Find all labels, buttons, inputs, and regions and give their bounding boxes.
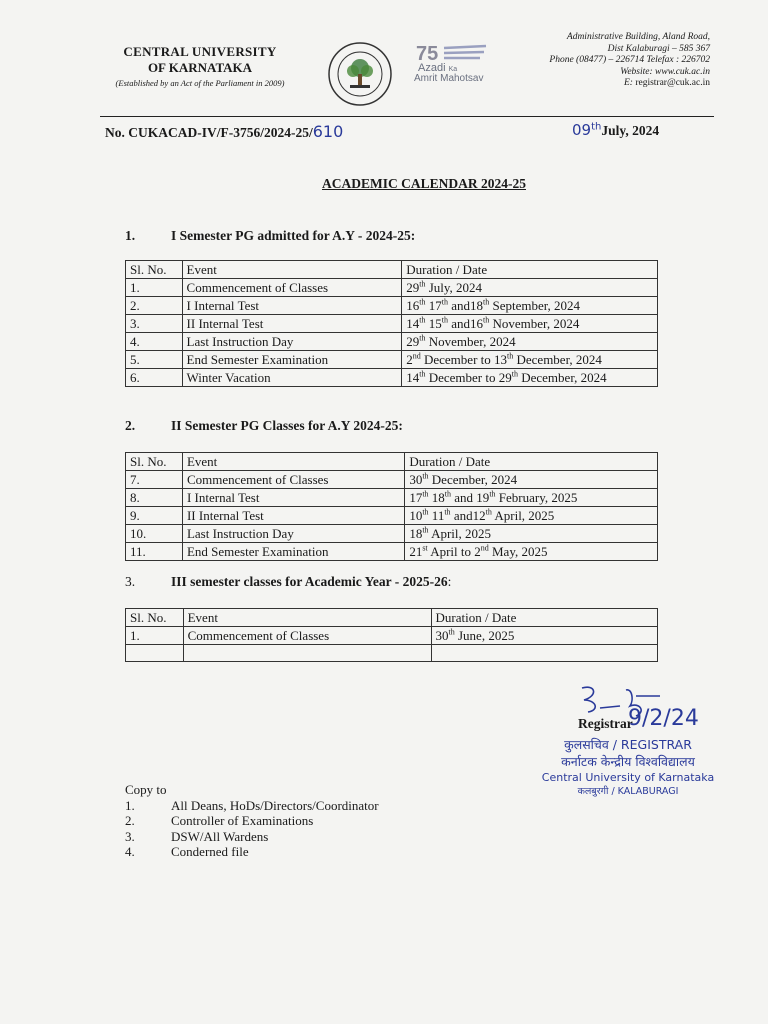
- table-cell: [431, 645, 657, 662]
- table-cell: Commencement of Classes: [182, 279, 402, 297]
- table-cell: End Semester Examination: [182, 351, 402, 369]
- table-row: [126, 507, 658, 525]
- column-header: Duration / Date: [402, 261, 658, 279]
- table-row: [126, 627, 658, 645]
- table-cell: 1.: [126, 627, 184, 645]
- table-cell: II Internal Test: [182, 315, 402, 333]
- registrar-stamp: [518, 736, 738, 797]
- stamp-line3: Central University of Karnataka: [541, 771, 715, 784]
- column-header: Duration / Date: [431, 609, 657, 627]
- table-cell: 18th April, 2025: [405, 525, 658, 543]
- table-cell: Commencement of Classes: [182, 471, 404, 489]
- list-item: 4. Condernеd file: [125, 844, 249, 859]
- column-header: Event: [183, 609, 431, 627]
- section-2-heading: 2. II Semester PG Classes for A.Y 2024-25:: [125, 418, 403, 433]
- registrar-title: Registrar: [578, 716, 633, 731]
- header-divider: [100, 116, 714, 117]
- table-cell: 17th 18th and 19th February, 2025: [405, 489, 658, 507]
- page-title: ACADEMIC CALENDAR 2024-25: [322, 176, 526, 191]
- section-2-table: [125, 452, 658, 561]
- handwritten-day: 09: [572, 121, 592, 139]
- stamp-line4: कलबुरगी / KALABURAGI: [577, 786, 679, 797]
- handwritten-sign-date: 9/2/24: [628, 706, 699, 731]
- reference-number: No. CUKACAD-IV/F-3756/2024-25/610: [105, 122, 344, 141]
- table-cell: Commencement of Classes: [183, 627, 431, 645]
- table-cell: 2nd December to 13th December, 2024: [402, 351, 658, 369]
- university-name-line1: CENTRAL UNIVERSITY: [123, 44, 277, 59]
- section-3-heading: 3. III semester classes for Academic Year - 2025-26:: [125, 574, 452, 589]
- column-header: Sl. No.: [126, 261, 183, 279]
- column-header: Duration / Date: [405, 453, 658, 471]
- table-row: [126, 297, 658, 315]
- table-cell: 21st April to 2nd May, 2025: [405, 543, 658, 561]
- table-row: [126, 333, 658, 351]
- table-cell: [126, 645, 184, 662]
- table-cell: 14th December to 29th December, 2024: [402, 369, 658, 387]
- table-cell: 16th 17th and18th September, 2024: [402, 297, 658, 315]
- table-cell: 8.: [126, 489, 183, 507]
- address-line1: Administrative Building, Aland Road,: [566, 32, 710, 42]
- table-cell: 3.: [126, 315, 183, 333]
- document-date: 09thJuly, 2024: [572, 121, 660, 139]
- table-header-row: [126, 261, 658, 279]
- table-cell: 29th July, 2024: [402, 279, 658, 297]
- column-header: Sl. No.: [126, 609, 184, 627]
- table-row: [126, 525, 658, 543]
- established-note: (Established by an Act of the Parliament in 2009): [115, 78, 285, 88]
- table-row: [126, 315, 658, 333]
- table-row: [126, 471, 658, 489]
- table-header-row: [126, 453, 658, 471]
- list-item: 1. All Deans, HoDs/Directors/Coordinator: [125, 797, 379, 813]
- table-cell: [183, 645, 431, 662]
- azadi-ka: Ka: [448, 66, 458, 73]
- list-item: 2. Controller of Examinations: [125, 813, 314, 828]
- table-cell: 9.: [126, 507, 183, 525]
- table-cell: 29th November, 2024: [402, 333, 658, 351]
- table-row: [126, 351, 658, 369]
- table-cell: 2.: [126, 297, 183, 315]
- university-seal-icon: [326, 40, 394, 108]
- column-header: Event: [182, 261, 402, 279]
- email-address: registrar@cuk.ac.in: [635, 78, 710, 88]
- section-1-heading: 1. I Semester PG admitted for A.Y - 2024-25:: [125, 228, 416, 243]
- section-1-table: [125, 260, 658, 387]
- table-cell: 30th June, 2025: [431, 627, 657, 645]
- table-cell: 7.: [126, 471, 183, 489]
- table-cell: 4.: [126, 333, 183, 351]
- table-cell: 10.: [126, 525, 183, 543]
- table-row: [126, 543, 658, 561]
- column-header: Event: [182, 453, 404, 471]
- amrit-mahotsav-text: Amrit Mahotsav: [414, 73, 484, 84]
- stamp-line1: कुलसचिव / REGISTRAR: [564, 737, 692, 752]
- phone-line: Phone (08477) – 226714 Telefax : 226702: [549, 55, 710, 65]
- azadi-ka-amrit-mahotsav-logo: [414, 42, 514, 92]
- handwritten-reference: 610: [312, 122, 344, 141]
- table-cell: 1.: [126, 279, 183, 297]
- website-line: Website: www.cuk.ac.in: [620, 66, 710, 77]
- table-row: [126, 645, 658, 662]
- table-cell: I Internal Test: [182, 297, 402, 315]
- copy-to-label: Copy to: [125, 782, 167, 797]
- table-cell: 30th December, 2024: [405, 471, 658, 489]
- address-block: [500, 32, 710, 90]
- column-header: Sl. No.: [126, 453, 183, 471]
- svg-text:75: 75: [416, 43, 439, 64]
- table-cell: End Semester Examination: [182, 543, 404, 561]
- table-cell: Winter Vacation: [182, 369, 402, 387]
- address-line2: Dist Kalaburagi – 585 367: [607, 43, 710, 54]
- table-cell: 6.: [126, 369, 183, 387]
- table-header-row: [126, 609, 658, 627]
- stamp-line2: कर्नाटक केन्द्रीय विश्वविद्यालय: [561, 754, 695, 769]
- table-row: [126, 489, 658, 507]
- copy-to-list: [125, 782, 379, 860]
- table-cell: 11.: [126, 543, 183, 561]
- table-cell: I Internal Test: [182, 489, 404, 507]
- table-cell: 5.: [126, 351, 183, 369]
- university-name-line2: OF KARNATAKA: [147, 60, 253, 75]
- table-cell: 14th 15th and16th November, 2024: [402, 315, 658, 333]
- table-cell: II Internal Test: [182, 507, 404, 525]
- university-name-block: [100, 44, 300, 88]
- table-cell: Last Instruction Day: [182, 333, 402, 351]
- section-3-table: [125, 608, 658, 662]
- table-cell: 10th 11th and12th April, 2025: [405, 507, 658, 525]
- table-cell: Last Instruction Day: [182, 525, 404, 543]
- table-row: [126, 279, 658, 297]
- list-item: 3. DSW/All Wardens: [125, 828, 269, 844]
- azadi-word: Azadi: [418, 62, 446, 74]
- table-row: [126, 369, 658, 387]
- email-line: E: registrar@cuk.ac.in: [623, 78, 710, 88]
